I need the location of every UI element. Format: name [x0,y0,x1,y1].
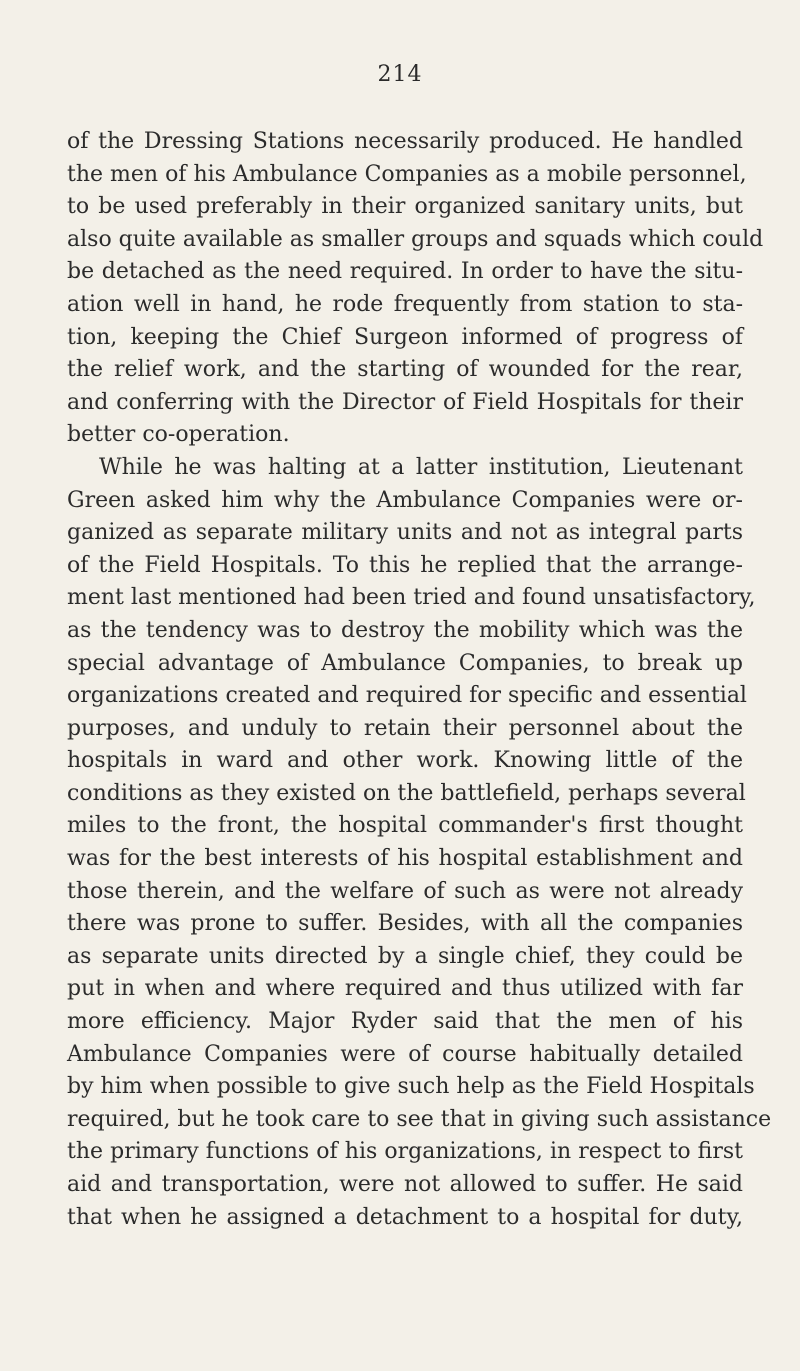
text-line: purposes, and unduly to retain their personnel about the [67,715,743,741]
text-line: also quite available as smaller groups and squads which could [67,226,764,252]
text-line: Green asked him why the Ambulance Companies were or- [67,487,743,513]
text-line: aid and transportation, were not allowed to suffer. He said [67,1172,743,1197]
text-line: better co-operation. [67,422,290,448]
text-line: those therein, and the welfare of such as were not already [67,878,743,904]
text-line: ation well in hand, he rode frequently from station to sta- [67,291,743,317]
text-line: hospitals in ward and other work. Knowing little of the [67,748,743,774]
text-line: was for the best interests of his hospital establishment and [67,846,743,872]
text-line: the primary functions of his organizations, in respect to first [67,1139,743,1165]
text-line: put in when and where required and thus utilized with far [67,976,743,1002]
text-line: be detached as the need required. In order to have the situ- [67,259,743,285]
page-number: 214 [377,62,423,87]
text-line: to be used preferably in their organized sanitary units, but [67,194,743,220]
text-line: conditions as they existed on the battlefield, perhaps several [67,780,746,806]
text-line: as separate units directed by a single chief, they could be [67,943,743,969]
text-line: the relief work, and the starting of wounded for the rear, [67,357,743,383]
text-line: ganized as separate military units and not as integral parts [67,520,743,546]
text-line: organizations created and required for specific and essential [67,683,747,709]
text-line: there was prone to suffer. Besides, with all the companies [67,911,743,937]
text-line: Ambulance Companies were of course habitually detailed [67,1041,743,1067]
text-line: the men of his Ambulance Companies as a mobile personnel, [67,161,747,187]
paragraph [67,452,772,1234]
text-line: of the Field Hospitals. To this he replied that the arrange- [67,552,743,578]
text-line: as the tendency was to destroy the mobility which was the [67,617,743,643]
text-line: miles to the front, the hospital commander's first thought [67,813,743,839]
text-line: required, but he took care to see that in giving such assistance [67,1106,772,1132]
text-line: While he was halting at a latter institution, Lieutenant [99,454,743,480]
text-line: of the Dressing Stations necessarily produced. He handled [67,129,743,154]
paragraph [67,126,764,452]
text-line: by him when possible to give such help as the Field Hospitals [67,1074,755,1100]
text-line: more efficiency. Major Ryder said that the men of his [67,1009,743,1035]
text-line: that when he assigned a detachment to a hospital for duty, [67,1204,743,1230]
text-line: ment last mentioned had been tried and found unsatisfactory, [67,585,756,611]
body-text [67,126,772,1234]
text-line: tion, keeping the Chief Surgeon informed of progress of [67,324,743,350]
text-line: special advantage of Ambulance Companies, to break up [67,650,743,676]
text-line: and conferring with the Director of Field Hospitals for their [67,389,743,415]
